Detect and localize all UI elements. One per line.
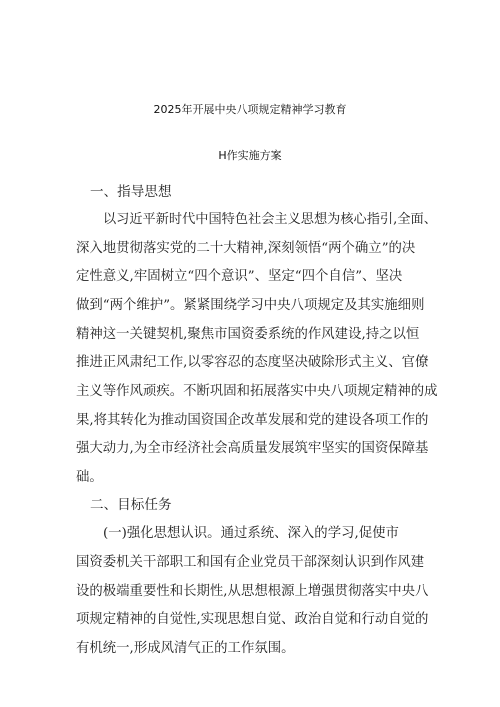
paragraph-line: 精神这一关键契机,聚焦市国资委系统的作风建设,持之以恒 <box>76 327 420 342</box>
paragraph-line: 设的极端重要性和长期性,从思想根源上增强贯彻落实中央八 <box>76 584 429 599</box>
paragraph-line: 果,将其转化为推动国资国企改革发展和党的建设各项工作的 <box>76 413 429 428</box>
paragraph-line: 以习近平新时代中国特色社会主义思想为核心指引,全面、 <box>103 212 437 227</box>
document-title-line-1: 2025年开展中央八项规定精神学习教育 <box>153 103 347 116</box>
paragraph-line: 国资委机关干部职工和国有企业党员干部深刻认识到作风建 <box>76 555 425 570</box>
paragraph-line: 础。 <box>76 470 103 485</box>
paragraph-line: 做到“两个维护”。紧紧围绕学习中央八项规定及其实施细则 <box>76 298 425 313</box>
paragraph-line: 有机统一,形成风清气正的工作氛围。 <box>76 641 295 656</box>
paragraph-line: 主义等作风顽疾。不断巩固和拓展落实中央八项规定精神的成 <box>76 384 438 399</box>
paragraph-line: 推进正风肃纪工作,以零容忍的态度坚决破除形式主义、官僚 <box>76 355 429 370</box>
document-title-line-2: H作实施方案 <box>218 149 282 162</box>
paragraph-line: (一)强化思想认识。通过系统、深入的学习,促使市 <box>103 526 399 541</box>
paragraph-line: 深入地贯彻落实党的二十大精神,深刻领悟“两个确立”的决 <box>76 241 416 256</box>
section-heading-goals-tasks: 二、目标任务 <box>90 497 172 513</box>
paragraph-line: 定性意义,牢固树立“四个意识”、坚定“四个自信”、坚决 <box>76 269 403 284</box>
paragraph-line: 强大动力,为全市经济社会高质量发展筑牢坚实的国资保障基 <box>76 441 429 456</box>
paragraph-line: 项规定精神的自觉性,实现思想自觉、政治自觉和行动自觉的 <box>76 612 429 627</box>
section-heading-guiding-thought: 一、指导思想 <box>90 184 172 200</box>
